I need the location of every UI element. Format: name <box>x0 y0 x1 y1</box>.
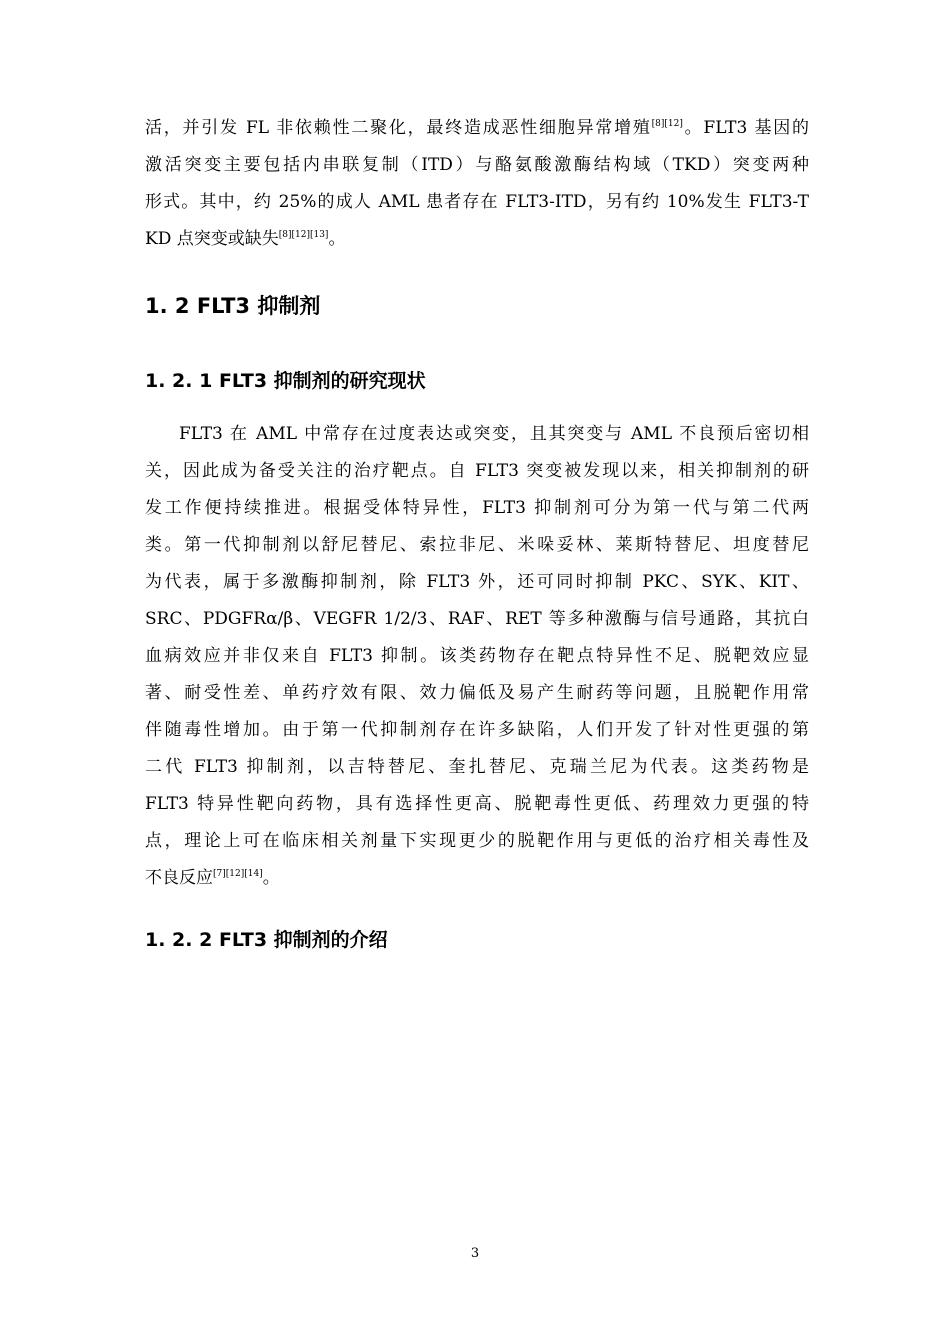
text-line: 不良反应[7][12][14]。 <box>145 868 280 888</box>
text-line: FLT3 在 AML 中常存在过度表达或突变，且其突变与 AML 不良预后密切相 <box>179 424 809 444</box>
text-line: 形式。其中，约 25%的成人 AML 患者存在 FLT3-ITD，另有约 10%发生 FLT3-T <box>145 192 809 212</box>
text-line: SRC、PDGFRα/β、VEGFR 1/2/3、RAF、RET 等多种激酶与信号通路，其抗白 <box>145 609 809 629</box>
text-line: 为代表，属于多激酶抑制剂，除 FLT3 外，还可同时抑制 PKC、SYK、KIT、 <box>145 572 809 592</box>
text-line: 活，并引发 FL 非依赖性二聚化，最终造成恶性细胞异常增殖[8][12]。FLT3 基因的 <box>145 118 809 138</box>
citation: [8][12][13] <box>278 230 329 240</box>
text-line: KD 点突变或缺失[8][12][13]。 <box>145 229 346 249</box>
citation: [7][12][14] <box>213 869 263 879</box>
paragraph-flt3-mutation <box>145 110 809 258</box>
text-line: 类。第一代抑制剂以舒尼替尼、索拉非尼、米哚妥林、莱斯特替尼、坦度替尼 <box>145 535 809 555</box>
citation: [8][12] <box>651 119 683 129</box>
text-line: 著、耐受性差、单药疗效有限、效力偏低及易产生耐药等问题，且脱靶作用常 <box>145 683 809 703</box>
section-heading: 1. 2 FLT3 抑制剂 <box>145 294 321 318</box>
subsection-heading: 1. 2. 2 FLT3 抑制剂的介绍 <box>145 929 388 951</box>
text-line: 点，理论上可在临床相关剂量下实现更少的脱靶作用与更低的治疗相关毒性及 <box>145 831 809 851</box>
subsection-heading: 1. 2. 1 FLT3 抑制剂的研究现状 <box>145 370 426 392</box>
text-line: 伴随毒性增加。由于第一代抑制剂存在许多缺陷，人们开发了针对性更强的第 <box>145 720 809 740</box>
text-line: FLT3 特异性靶向药物，具有选择性更高、脱靶毒性更低、药理效力更强的特 <box>145 794 809 814</box>
text-line: 血病效应并非仅来自 FLT3 抑制。该类药物存在靶点特异性不足、脱靶效应显 <box>145 646 809 666</box>
text-line: 关，因此成为备受关注的治疗靶点。自 FLT3 突变被发现以来，相关抑制剂的研 <box>145 461 809 481</box>
text-line: 二代 FLT3 抑制剂，以吉特替尼、奎扎替尼、克瑞兰尼为代表。这类药物是 <box>145 757 809 777</box>
text-line: 发工作便持续推进。根据受体特异性，FLT3 抑制剂可分为第一代与第二代两 <box>145 498 809 518</box>
page-number: 3 <box>470 1246 480 1261</box>
text-line: 激活突变主要包括内串联复制（ITD）与酪氨酸激酶结构域（TKD）突变两种 <box>145 155 809 175</box>
paragraph-research-status <box>145 416 809 897</box>
